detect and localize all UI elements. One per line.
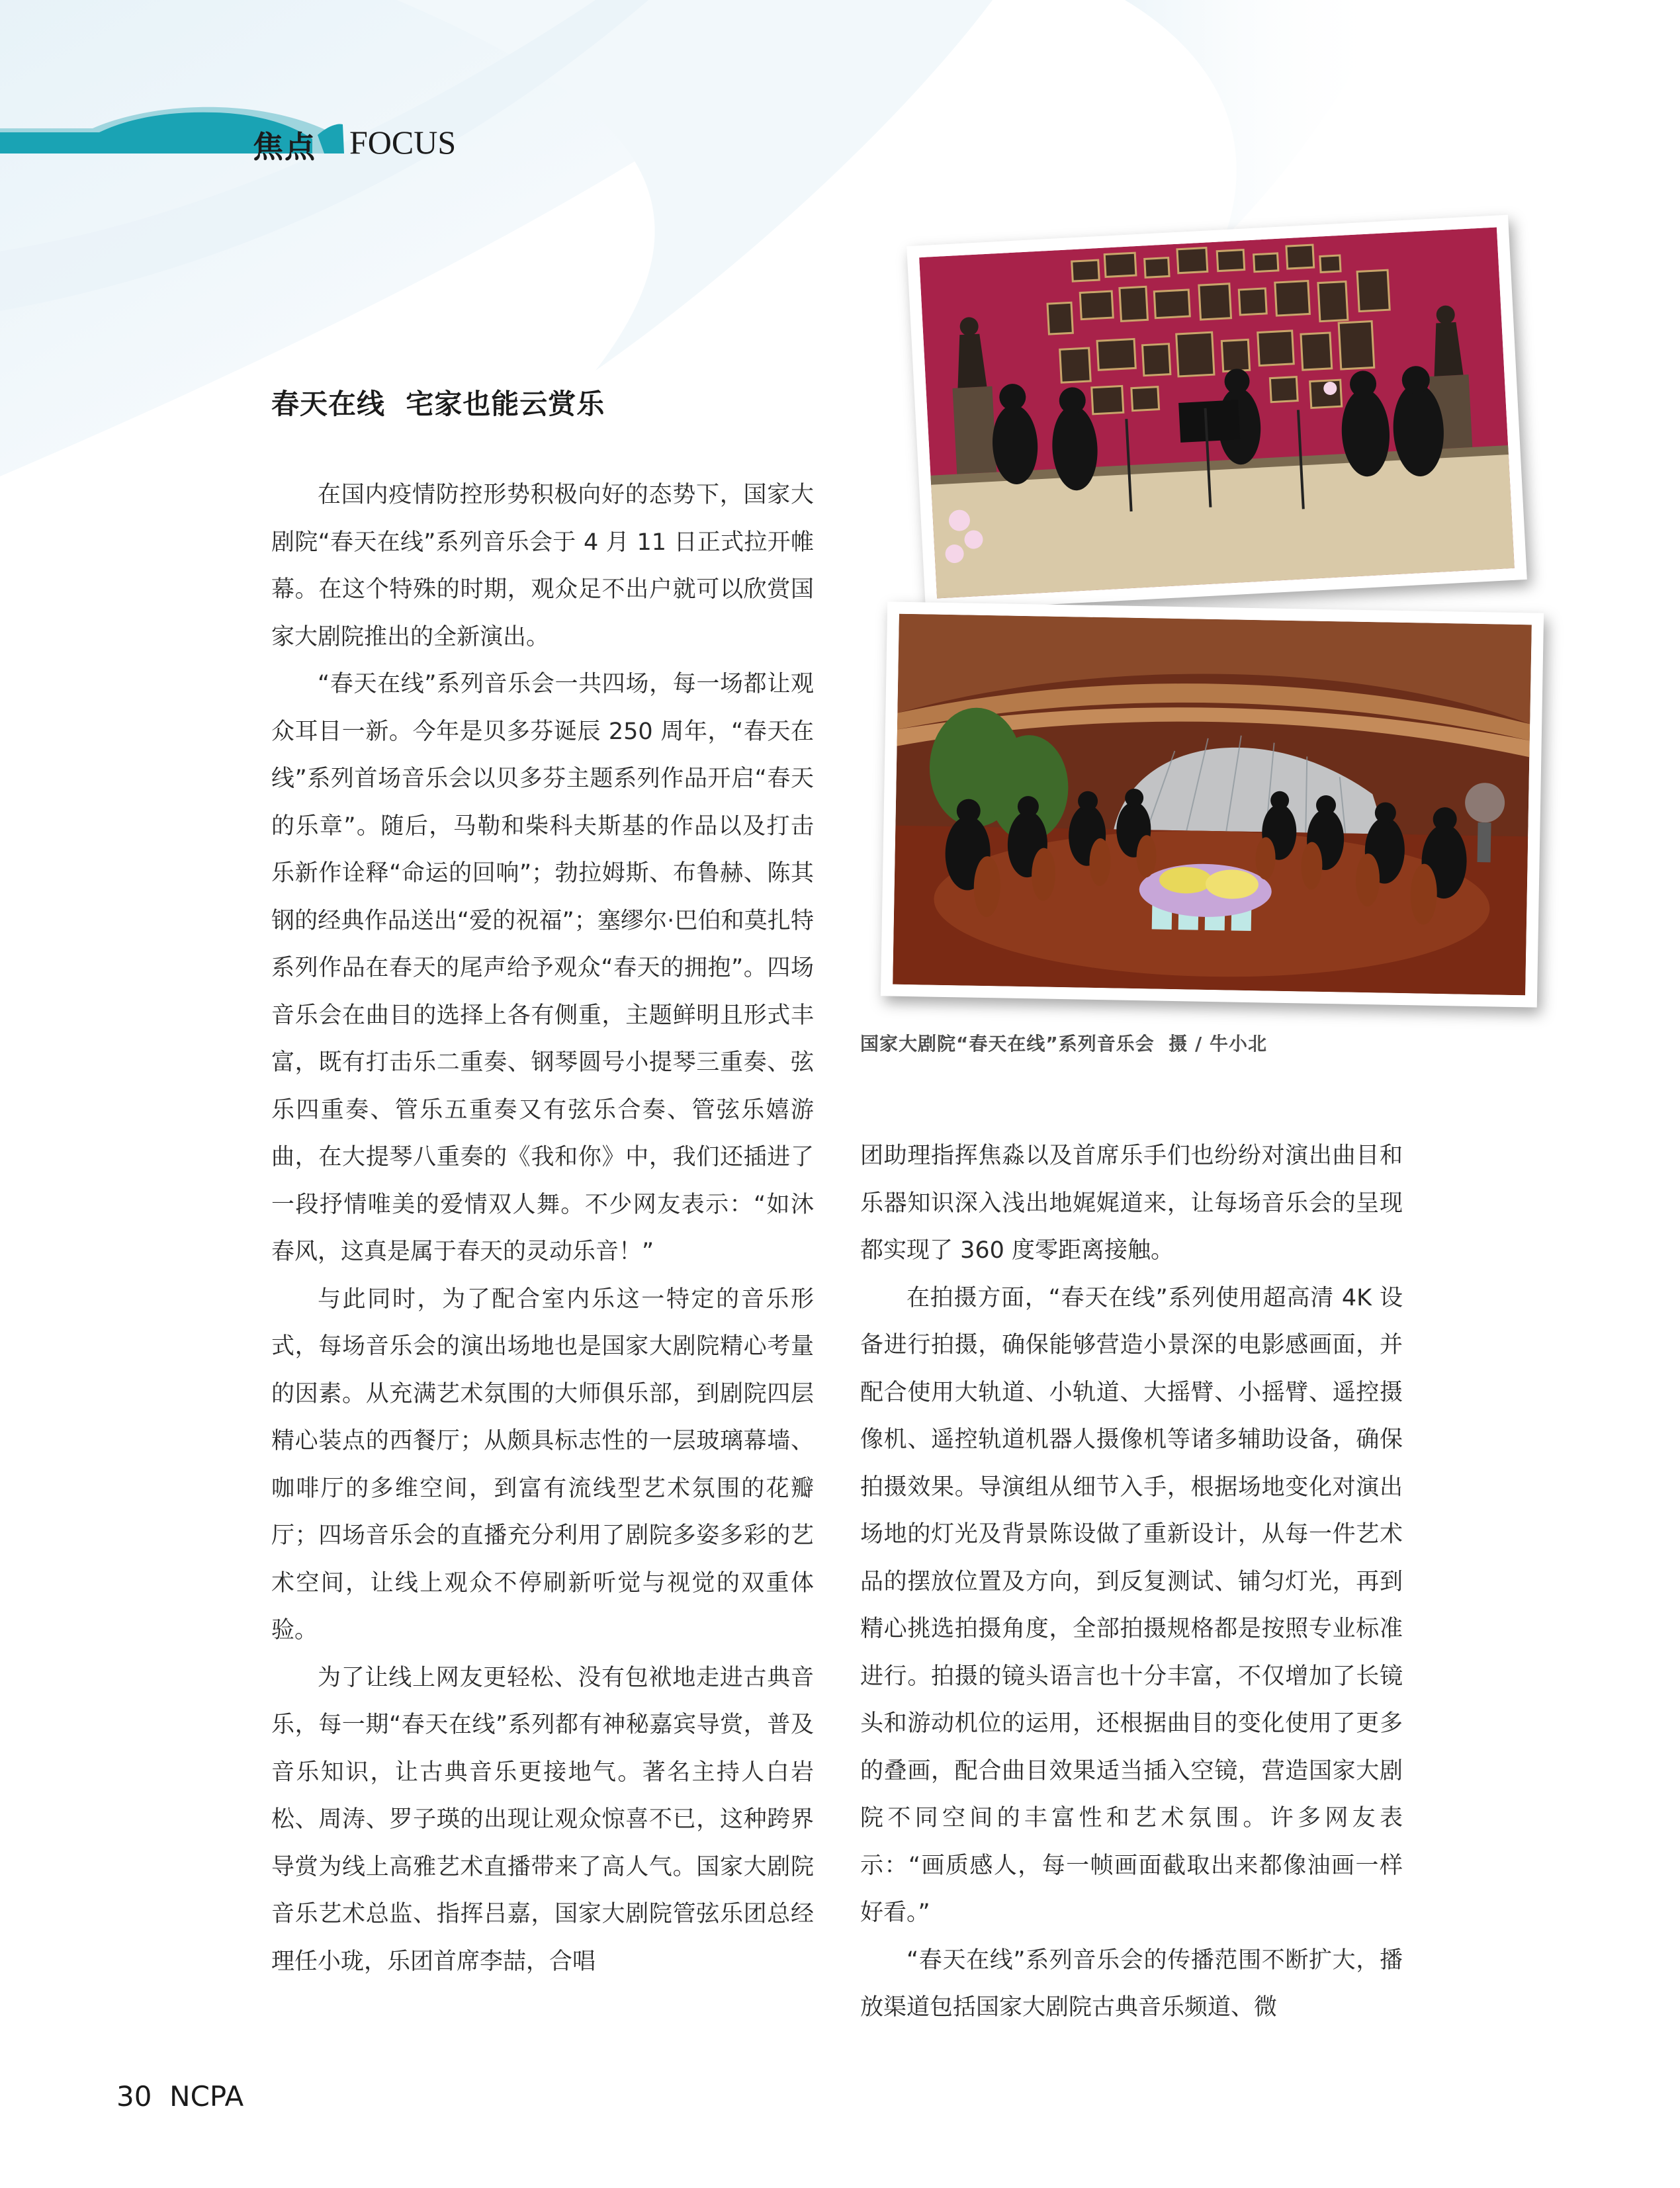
paragraph: “春天在线”系列音乐会的传播范围不断扩大，播放渠道包括国家大剧院古典音乐频道、微 <box>860 1947 1403 2021</box>
photo-wind-quintet <box>906 215 1527 611</box>
paragraph: 为了让线上网友更轻松、没有包袱地走进古典音乐，每一期“春天在线”系列都有神秘嘉宾导赏，普及音乐知识，让古典音乐更接地气。著名主持人白岩松、周涛、罗子瑛的出现让观众惊喜不已，这种跨界导赏为线上高雅艺术直播带来了高人气。国家大剧院音乐艺术总监、指挥吕嘉，国家大剧院管弦乐团总经理任小珑，乐团首席李喆，合唱 <box>271 1664 814 1975</box>
page-footer <box>116 2080 243 2113</box>
right-column <box>860 1133 1403 2032</box>
paragraph: 与此同时，为了配合室内乐这一特定的音乐形式，每场音乐会的演出场地也是国家大剧院精心考量的因素。从充满艺术氛围的大师俱乐部，到剧院四层精心装点的西餐厅；从颇具标志性的一层玻璃幕墙、咖啡厅的多维空间，到富有流线型艺术氛围的花瓣厅；四场音乐会的直播充分利用了剧院多姿多彩的艺术空间，让线上观众不停刷新听觉与视觉的双重体验。 <box>271 1286 814 1643</box>
photo-caption: 国家大剧院“春天在线”系列音乐会 摄 / 牛小北 <box>860 1033 1268 1055</box>
section-label-en: FOCUS <box>349 124 457 161</box>
magazine-name: NCPA <box>169 2080 244 2113</box>
paragraph: “春天在线”系列音乐会一共四场，每一场都让观众耳目一新。今年是贝多芬诞辰 250 周年，“春天在线”系列首场音乐会以贝多芬主题系列作品开启“春天的乐章”。随后，马勒和柴科夫斯基的作品以及打击乐新作诠释“命运的回响”；勃拉姆斯、布鲁赫、陈其钢的经典作品送出“爱的祝福”；塞缪尔·巴伯和莫扎特系列作品在春天的尾声给予观众“春天的拥抱”。四场音乐会在曲目的选择上各有侧重，主题鲜明且形式丰富，既有打击乐二重奏、钢琴圆号小提琴三重奏、弦乐四重奏、管乐五重奏又有弦乐合奏、管弦乐嬉游曲，在大提琴八重奏的《我和你》中，我们还插进了一段抒情唯美的爱情双人舞。不少网友表示：“如沐春风，这真是属于春天的灵动乐音！” <box>271 671 814 1265</box>
paragraph: 在拍摄方面，“春天在线”系列使用超高清 4K 设备进行拍摄，确保能够营造小景深的电影感画面，并配合使用大轨道、小轨道、大摇臂、小摇臂、遥控摄像机、遥控轨道机器人摄像机等诸多辅助设备，确保拍摄效果。导演组从细节入手，根据场地变化对演出场地的灯光及背景陈设做了重新设计，从每一件艺术品的摆放位置及方向，到反复测试、铺匀灯光，再到精心挑选拍摄角度，全部拍摄规格都是按照专业标准进行。拍摄的镜头语言也十分丰富，不仅增加了长镜头和游动机位的运用，还根据曲目的变化使用了更多的叠画，配合曲目效果适当插入空镜，营造国家大剧院不同空间的丰富性和艺术氛围。许多网友表示：“画质感人，每一帧画面截取出来都像油画一样好看。” <box>860 1284 1403 1926</box>
left-column <box>271 472 814 1986</box>
article-title: 春天在线 宅家也能云赏乐 <box>271 388 605 420</box>
page-number: 30 <box>116 2080 152 2113</box>
paragraph: 在国内疫情防控形势积极向好的态势下，国家大剧院“春天在线”系列音乐会于 4 月 11 日正式拉开帷幕。在这个特殊的时期，观众足不出户就可以欣赏国家大剧院推出的全新演出。 <box>271 482 814 650</box>
section-label-cn: 焦点 <box>253 129 316 165</box>
photo-cello-octet <box>881 601 1544 1007</box>
paragraph: 团助理指挥焦淼以及首席乐手们也纷纷对演出曲目和乐器知识深入浅出地娓娓道来，让每场音乐会的呈现都实现了 360 度零距离接触。 <box>860 1143 1403 1264</box>
